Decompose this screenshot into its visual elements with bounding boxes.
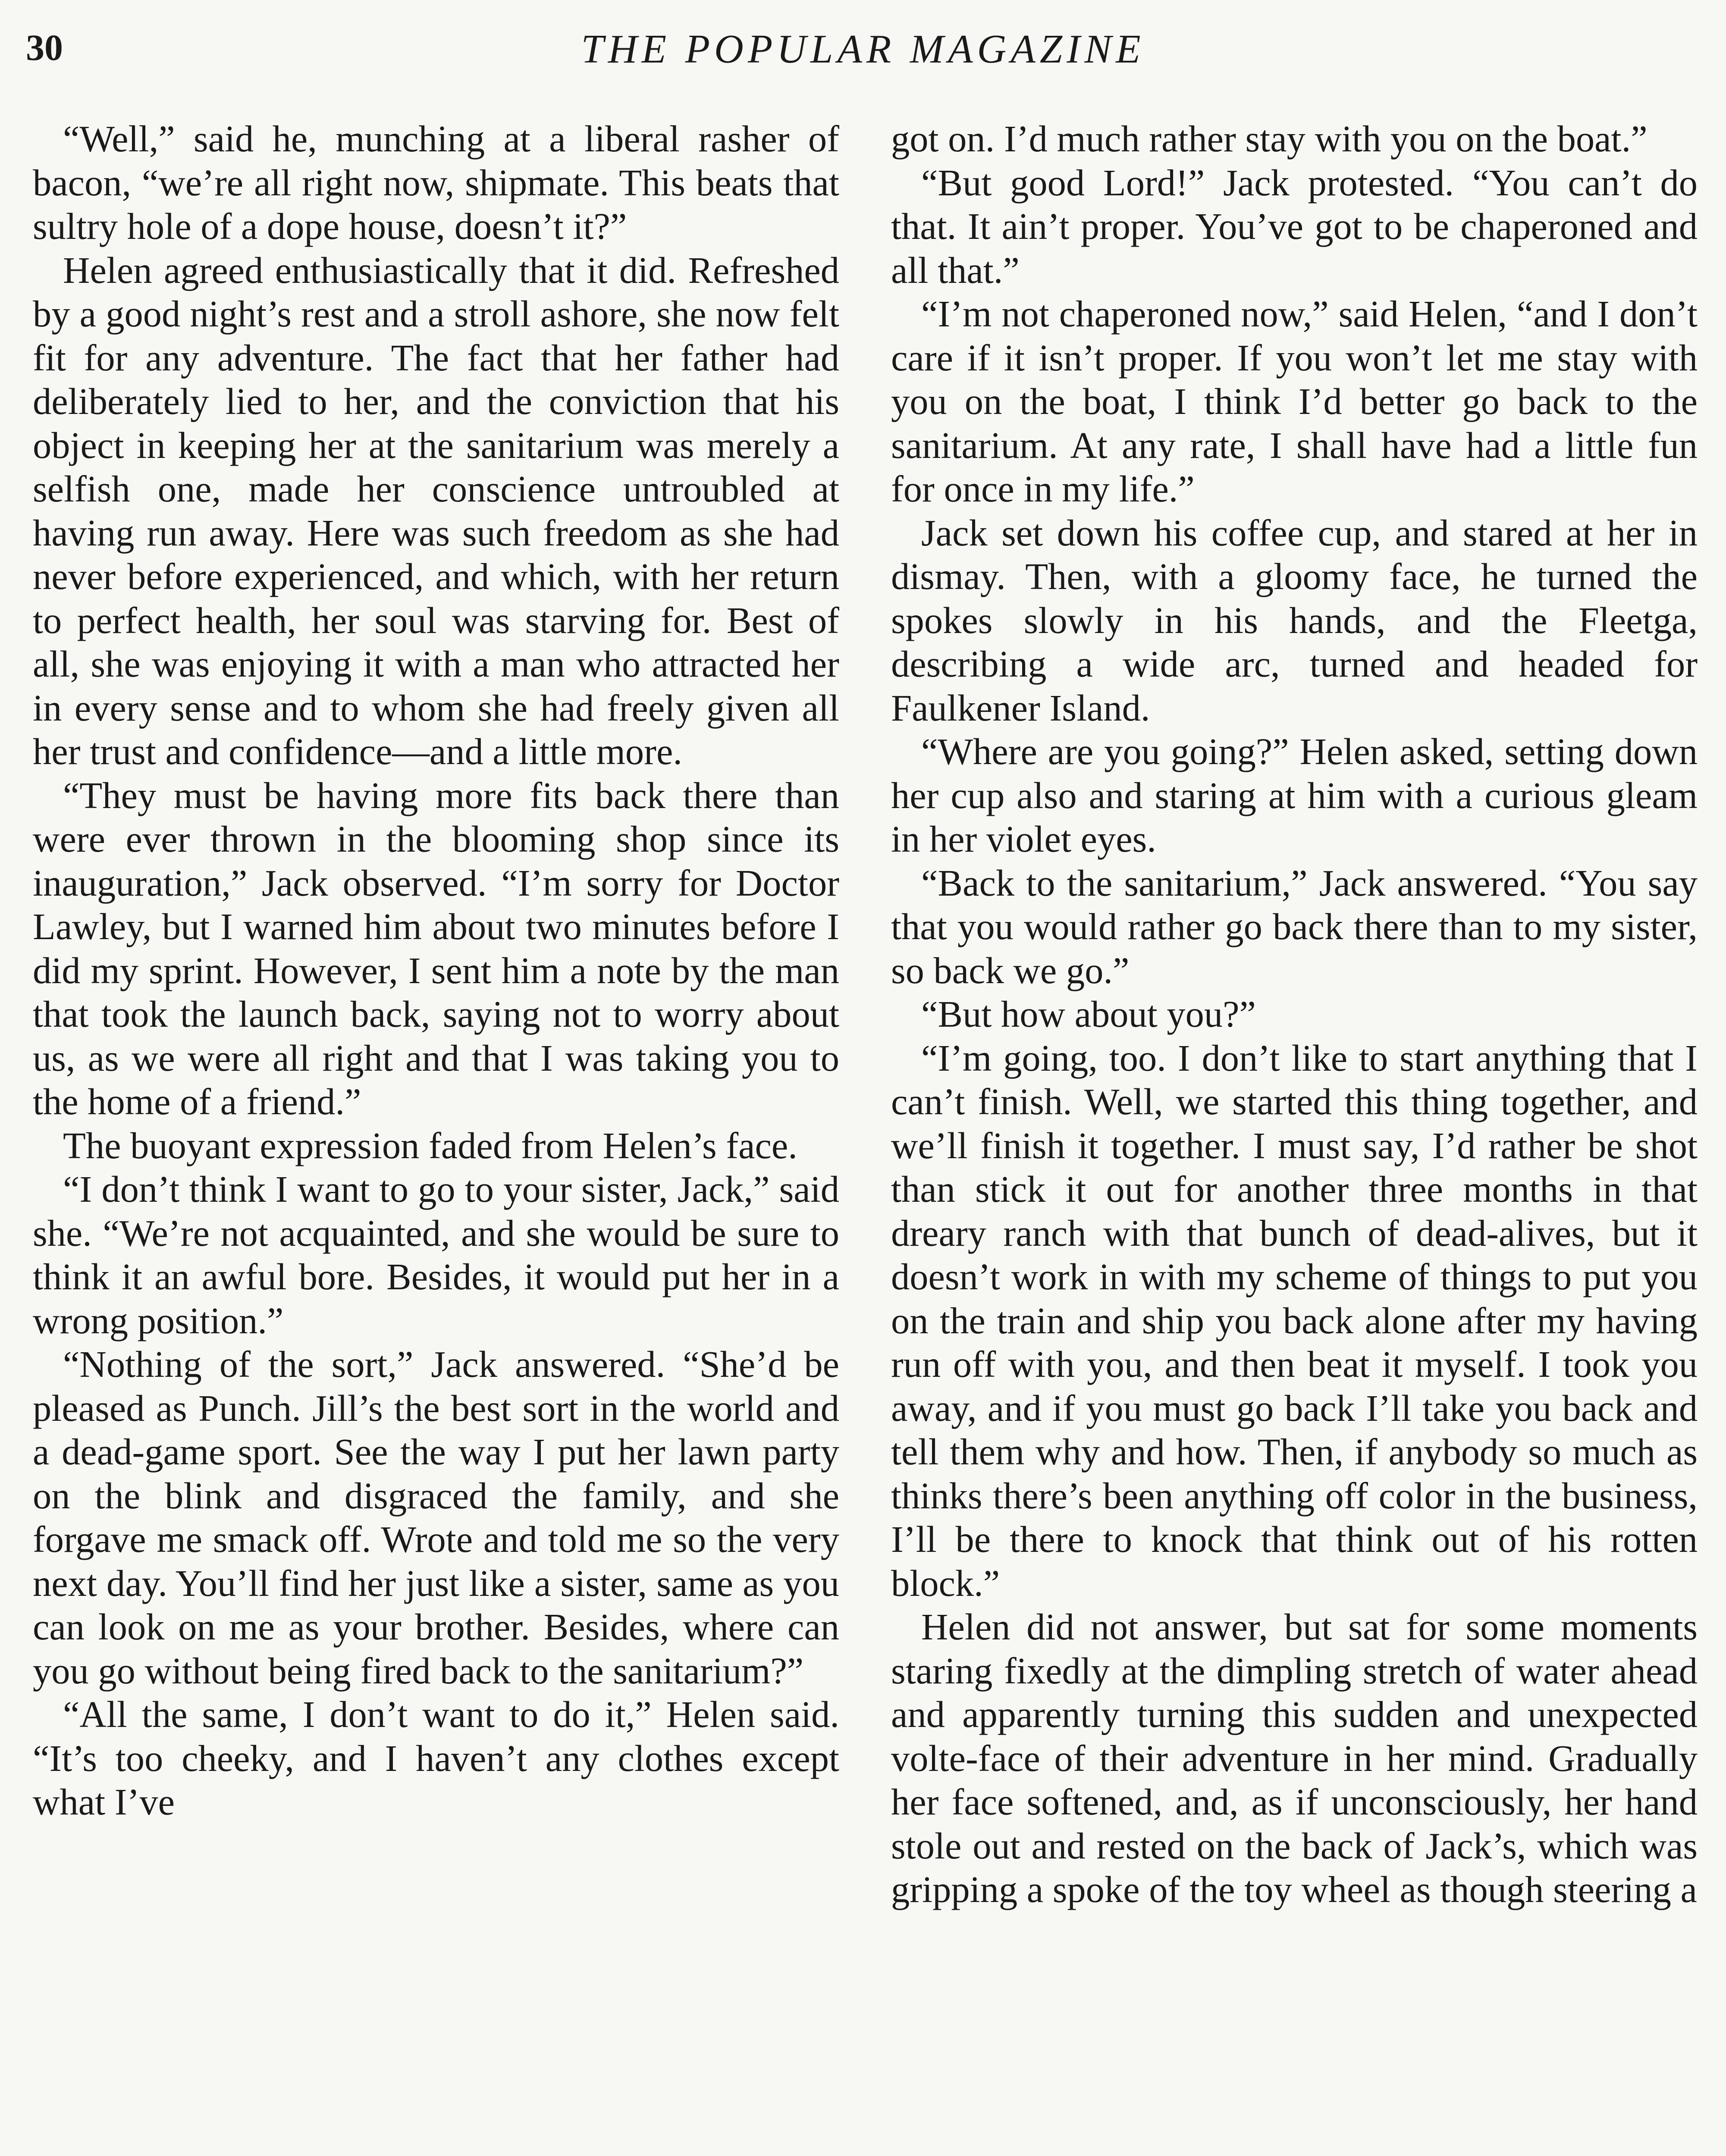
right-column (891, 117, 1698, 1912)
paragraph: Helen agreed enthusiastically that it did. Refreshed by a good night’s rest and a stroll ashore, she now felt fit for any adventure. The fact that her father had deliberately lied to her, and the conviction that his object in keeping her at the sanitarium was merely a selfish one, made her conscience untroubled at having run away. Here was such freedom as she had never before experienced, and which, with her return to perfect health, her soul was starving for. Best of all, she was enjoying it with a man who attracted her in every sense and to whom she had freely given all her trust and confidence—and a little more. (33, 249, 839, 772)
paragraph: “Well,” said he, munching at a liberal rasher of bacon, “we’re all right now, shipmate. This beats that sultry hole of a dope house, doesn’t it?” (33, 118, 839, 247)
paragraph: The buoyant expression faded from Helen’s face. (63, 1125, 797, 1166)
paragraph: “Nothing of the sort,” Jack answered. “She’d be pleased as Punch. Jill’s the best sort in the world and a dead-game sport. See the way I put her lawn party on the blink and disgraced the family, and she forgave me smack off. Wrote and told me so the very next day. You’ll find her just like a sister, same as you can look on me as your brother. Besides, where can you go without being fired back to the sanitarium?” (33, 1344, 839, 1692)
paragraph: “I’m going, too. I don’t like to start anything that I can’t finish. Well, we started this thing together, and we’ll finish it together. I must say, I’d rather be shot than stick it out for another three months in that dreary ranch with that bunch of dead-alives, but it doesn’t work in with my scheme of things to put you on the train and ship you back alone after my having run off with you, and then beat it myself. I took you away, and if you must go back I’ll take you back and tell them why and how. Then, if anybody so much as thinks there’s been anything off color in the business, I’ll be there to knock that think out of his rotten block.” (891, 1037, 1698, 1604)
paragraph-continuation: got on. I’d much rather stay with you on the boat.” (891, 118, 1648, 160)
paragraph: “I’m not chaperoned now,” said Helen, “and I don’t care if it isn’t proper. If you won’t let me stay with you on the boat, I think I’d better go back to the sanitarium. At any rate, I shall have had a little fun for once in my life.” (891, 293, 1698, 510)
paragraph: “Back to the sanitarium,” Jack answered. “You say that you would rather go back there than to my sister, so back we go.” (891, 862, 1698, 991)
paragraph: “I don’t think I want to go to your sister, Jack,” said she. “We’re not acquainted, and she would be sure to think it an awful bore. Besides, it would put her in a wrong position.” (33, 1169, 839, 1341)
paragraph: “But how about you?” (921, 993, 1256, 1035)
paragraph: “They must be having more fits back there than were ever thrown in the blooming shop since its inauguration,” Jack observed. “I’m sorry for Doctor Lawley, but I warned him about two minutes before I did my sprint. However, I sent him a note by the man that took the launch back, saying not to worry about us, as we were all right and that I was taking you to the home of a friend.” (33, 774, 839, 1122)
paragraph: Helen did not answer, but sat for some moments staring fixedly at the dimpling stretch of water ahead and apparently turning this sudden and unexpected volte-face of their adventure in her mind. Gradually her face softened, and, as if unconsciously, her hand stole out and rested on the back of Jack’s, which was gripping a spoke of the toy wheel as though steering a (891, 1606, 1698, 1910)
left-column (33, 117, 839, 1912)
paragraph: Jack set down his coffee cup, and stared at her in dismay. Then, with a gloomy face, he turned the spokes slowly in his hands, and the Fleetga, describing a wide arc, turned and headed for Faulkener Island. (891, 512, 1698, 729)
text-columns (33, 117, 1698, 1912)
paragraph: “Where are you going?” Helen asked, setting down her cup also and staring at him with a curious gleam in her violet eyes. (891, 731, 1698, 860)
paragraph: “All the same, I don’t want to do it,” Helen said. “It’s too cheeky, and I haven’t any clothes except what I’ve (33, 1694, 839, 1823)
paragraph: “But good Lord!” Jack protested. “You can’t do that. It ain’t proper. You’ve got to be chaperoned and all that.” (891, 162, 1698, 291)
running-head: THE POPULAR MAGAZINE (581, 27, 1145, 72)
page-number: 30 (26, 27, 63, 68)
